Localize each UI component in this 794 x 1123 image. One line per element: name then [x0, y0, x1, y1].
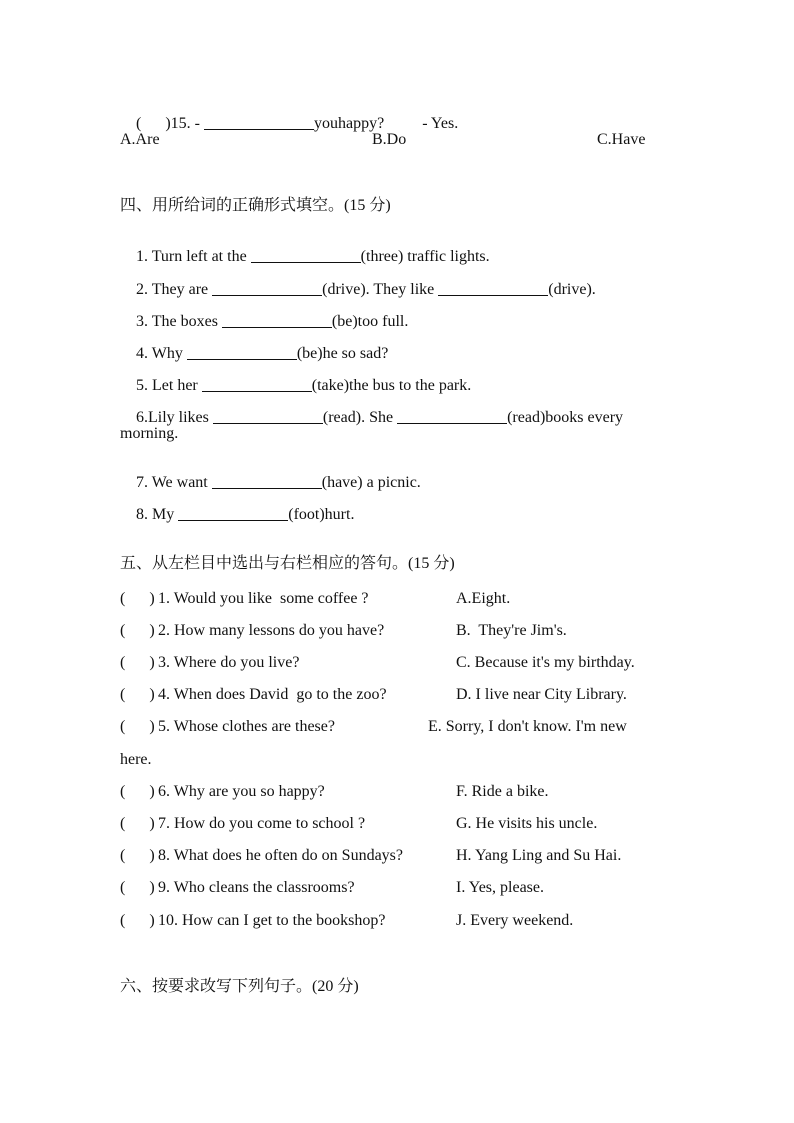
option-a: A.Are: [120, 131, 160, 148]
option-c: C.Have: [597, 131, 646, 148]
answer-paren[interactable]: ( ): [120, 879, 155, 896]
match-question: 7. How do you come to school ?: [158, 815, 366, 832]
answer-paren[interactable]: ( ): [120, 686, 155, 703]
answer-paren[interactable]: ( ): [120, 718, 155, 735]
fill-blank[interactable]: [213, 409, 323, 424]
fill-blank[interactable]: [187, 345, 297, 360]
answer-paren[interactable]: ( ): [120, 783, 155, 800]
item-text: (read)books every: [507, 409, 624, 426]
item-text: 3. The boxes: [136, 313, 222, 330]
section-5-heading: 五、从左栏目中选出与右栏相应的答句。(15 分): [120, 555, 455, 572]
match-answer: E. Sorry, I don't know. I'm new: [428, 718, 627, 735]
match-question: 6. Why are you so happy?: [158, 783, 325, 800]
fill-blank[interactable]: [202, 377, 312, 392]
item-text: 1. Turn left at the: [136, 248, 251, 265]
answer-paren[interactable]: ( ): [120, 815, 155, 832]
item-text: (take)the bus to the park.: [311, 377, 472, 394]
item-text: 7. We want: [136, 474, 212, 491]
answer-paren[interactable]: ( ): [120, 622, 155, 639]
answer-paren: ( ): [136, 115, 171, 132]
answer-paren[interactable]: ( ): [120, 847, 155, 864]
answer-paren[interactable]: ( ): [120, 912, 155, 929]
fill-blank[interactable]: [222, 313, 332, 328]
option-b: B.Do: [372, 131, 407, 148]
answer-paren[interactable]: ( ): [120, 654, 155, 671]
item-text: (have) a picnic.: [321, 474, 421, 491]
match-answer: C. Because it's my birthday.: [456, 654, 635, 671]
match-answer: B. They're Jim's.: [456, 622, 567, 639]
match-answer: G. He visits his uncle.: [456, 815, 598, 832]
item-text: (be)too full.: [331, 313, 409, 330]
match-answer: I. Yes, please.: [456, 879, 544, 896]
section-4-heading: 四、用所给词的正确形式填空。(15 分): [120, 197, 391, 214]
answer-paren[interactable]: ( ): [120, 590, 155, 607]
question-answer: - Yes.: [422, 115, 459, 132]
match-question: 9. Who cleans the classrooms?: [158, 879, 355, 896]
fill-blank[interactable]: [397, 409, 507, 424]
item-text: (drive).: [548, 281, 596, 298]
item-text: 2. They are: [136, 281, 213, 298]
s4-item-6-continuation: morning.: [120, 425, 179, 442]
section-6-heading: 六、按要求改写下列句子。(20 分): [120, 978, 359, 995]
match-question: 8. What does he often do on Sundays?: [158, 847, 403, 864]
item-text: 8. My: [136, 506, 179, 523]
fill-blank[interactable]: [438, 281, 548, 296]
item-text: 5. Let her: [136, 377, 202, 394]
s4-item-8: [120, 490, 354, 539]
match-question: 4. When does David go to the zoo?: [158, 686, 387, 703]
item-text: 4. Why: [136, 345, 187, 362]
s4-item-6: [120, 393, 623, 442]
match-question: 5. Whose clothes are these?: [158, 718, 335, 735]
match-answer: D. I live near City Library.: [456, 686, 627, 703]
item-text: (three) traffic lights.: [360, 248, 490, 265]
item-text: (be)he so sad?: [296, 345, 389, 362]
item-text: 6.Lily likes: [136, 409, 213, 426]
question-15: [120, 99, 458, 148]
fill-blank[interactable]: [178, 506, 288, 521]
question-number: 15. -: [170, 115, 204, 132]
match-answer: F. Ride a bike.: [456, 783, 549, 800]
match-question: 10. How can I get to the bookshop?: [158, 912, 386, 929]
fill-blank[interactable]: [204, 115, 314, 130]
match-answer: A.Eight.: [456, 590, 511, 607]
match-question: 2. How many lessons do you have?: [158, 622, 385, 639]
item-text: (foot)hurt.: [288, 506, 355, 523]
match-answer: J. Every weekend.: [456, 912, 574, 929]
match-question: 3. Where do you live?: [158, 654, 300, 671]
match-answer: H. Yang Ling and Su Hai.: [456, 847, 622, 864]
item-text: (read). She: [322, 409, 398, 426]
fill-blank[interactable]: [212, 281, 322, 296]
fill-blank[interactable]: [212, 474, 322, 489]
question-text: youhappy?: [313, 115, 385, 132]
match-answer-5-continuation: here.: [120, 751, 152, 768]
item-text: (drive). They like: [322, 281, 439, 298]
match-question: 1. Would you like some coffee ?: [158, 590, 369, 607]
fill-blank[interactable]: [251, 248, 361, 263]
